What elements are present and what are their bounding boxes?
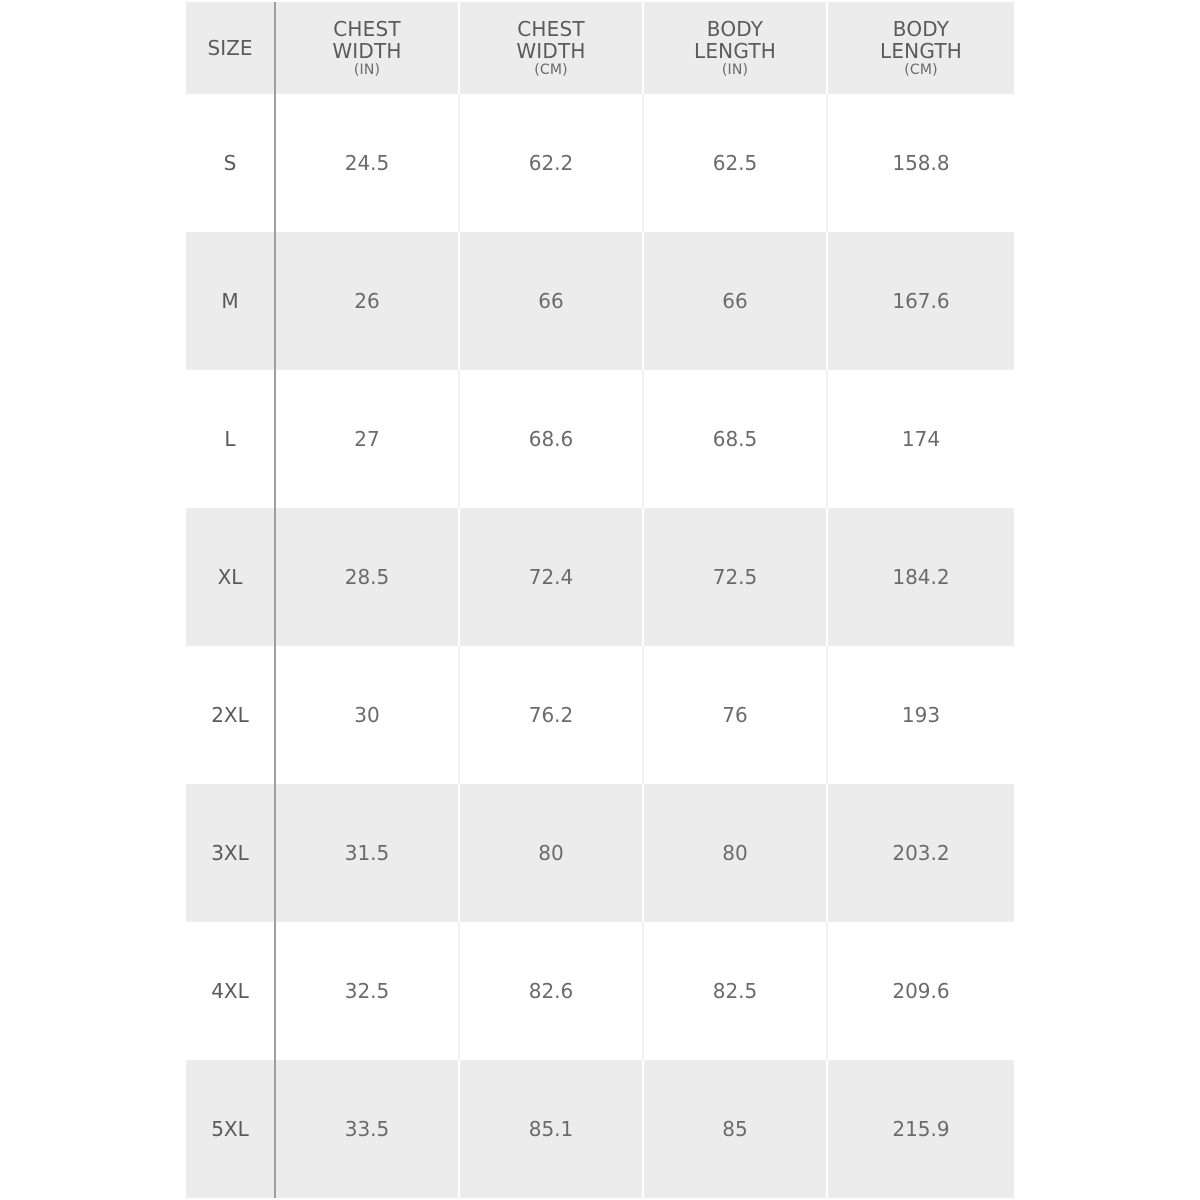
length-in-value: 76 [722,703,748,727]
header-chest-width-in [276,2,460,94]
chest-cm-value: 62.2 [528,151,574,175]
size-label: L [224,427,236,451]
chest-in-cell [276,646,460,784]
length-in-cell [644,508,828,646]
size-cell [186,922,276,1060]
chest-in-cell [276,232,460,370]
length-cm-cell [828,922,1014,1060]
length-cm-value: 158.8 [892,151,950,175]
chest-cm-cell [460,94,644,232]
chest-in-value: 27 [354,427,380,451]
chest-in-cell [276,922,460,1060]
header-size-label: SIZE [207,36,253,60]
chest-cm-value: 85.1 [528,1117,574,1141]
header-label-line2: LENGTH [694,39,776,63]
length-cm-value: 215.9 [892,1117,950,1141]
chest-in-value: 24.5 [344,151,390,175]
length-in-value: 85 [722,1117,748,1141]
chest-in-cell [276,508,460,646]
length-cm-cell [828,1060,1014,1198]
header-label-line2: WIDTH [332,39,402,63]
header-body-length-cm [828,2,1014,94]
chest-cm-value: 82.6 [528,979,574,1003]
size-label: S [223,151,237,175]
header-unit: (IN) [353,62,381,78]
length-cm-cell [828,232,1014,370]
chest-in-value: 30 [354,703,380,727]
header-label-line1: BODY [892,17,950,41]
chest-cm-value: 80 [538,841,564,865]
size-cell [186,94,276,232]
length-in-cell [644,646,828,784]
chest-in-value: 31.5 [344,841,390,865]
chest-cm-cell [460,370,644,508]
length-in-cell [644,1060,828,1198]
chest-in-value: 28.5 [344,565,390,589]
size-cell [186,784,276,922]
header-label-line1: CHEST [333,17,401,41]
chest-cm-cell [460,508,644,646]
size-cell [186,508,276,646]
header-size [186,2,276,94]
size-cell [186,370,276,508]
size-chart-table [186,2,1014,1200]
chest-in-cell [276,94,460,232]
length-in-value: 62.5 [712,151,758,175]
chest-in-cell [276,784,460,922]
size-label: 3XL [211,841,249,865]
chest-in-value: 33.5 [344,1117,390,1141]
length-cm-cell [828,646,1014,784]
chest-in-cell [276,370,460,508]
chest-cm-value: 68.6 [528,427,574,451]
length-in-cell [644,94,828,232]
header-body-length-in [644,2,828,94]
size-label: 5XL [211,1117,249,1141]
length-in-cell [644,370,828,508]
length-in-cell [644,784,828,922]
length-cm-cell [828,784,1014,922]
length-cm-value: 203.2 [892,841,950,865]
length-cm-value: 209.6 [892,979,950,1003]
chest-cm-cell [460,232,644,370]
length-in-value: 72.5 [712,565,758,589]
chest-in-value: 32.5 [344,979,390,1003]
header-chest-width-cm [460,2,644,94]
length-in-cell [644,232,828,370]
length-in-value: 82.5 [712,979,758,1003]
header-label-line2: WIDTH [516,39,586,63]
length-cm-value: 184.2 [892,565,950,589]
chest-cm-value: 72.4 [528,565,574,589]
header-unit: (IN) [721,62,749,78]
size-label: 4XL [211,979,249,1003]
header-unit: (CM) [904,62,938,78]
length-cm-value: 193 [901,703,941,727]
length-in-cell [644,922,828,1060]
chest-cm-cell [460,922,644,1060]
size-label: XL [217,565,243,589]
header-unit: (CM) [534,62,568,78]
chest-cm-value: 76.2 [528,703,574,727]
length-cm-cell [828,94,1014,232]
length-in-value: 68.5 [712,427,758,451]
header-label-line1: CHEST [517,17,585,41]
size-cell [186,646,276,784]
length-cm-cell [828,370,1014,508]
chest-cm-cell [460,784,644,922]
size-cell [186,1060,276,1198]
size-label: M [221,289,239,313]
length-cm-cell [828,508,1014,646]
length-in-value: 80 [722,841,748,865]
chest-cm-value: 66 [538,289,564,313]
chest-in-value: 26 [354,289,380,313]
length-in-value: 66 [722,289,748,313]
chest-cm-cell [460,646,644,784]
chest-in-cell [276,1060,460,1198]
size-label: 2XL [211,703,249,727]
size-cell [186,232,276,370]
header-label-line2: LENGTH [880,39,962,63]
chest-cm-cell [460,1060,644,1198]
length-cm-value: 167.6 [892,289,950,313]
length-cm-value: 174 [901,427,941,451]
header-label-line1: BODY [706,17,764,41]
